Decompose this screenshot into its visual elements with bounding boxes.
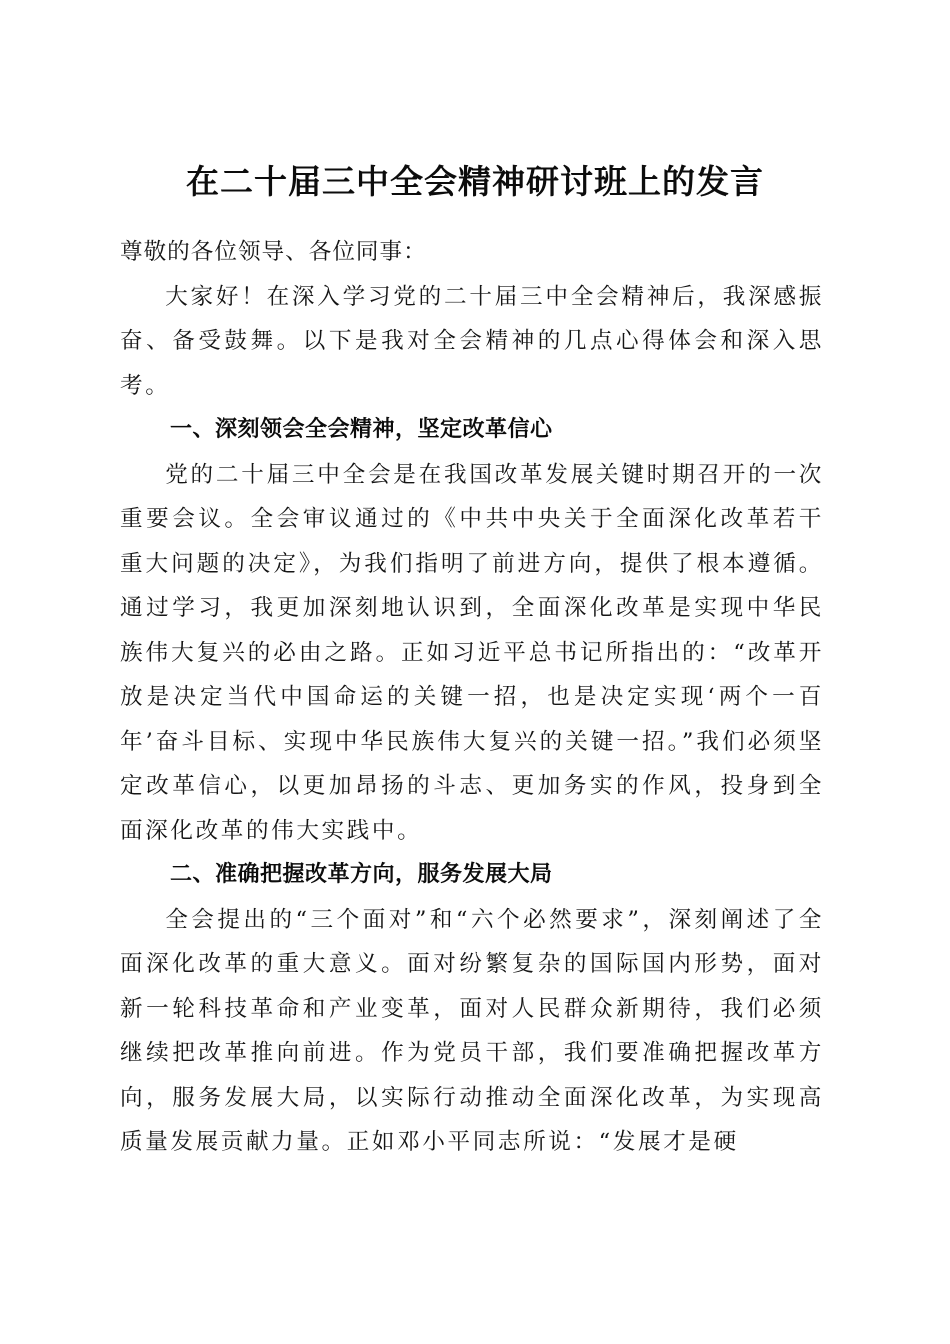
document-body xyxy=(120,230,824,1165)
section-heading-1: 一、深刻领会全会精神，坚定改革信心 xyxy=(170,417,553,442)
intro-paragraph: 大家好！在深入学习党的二十届三中全会精神后，我深感振奋、备受鼓舞。以下是我对全会精神的几点心得体会和深入思考。 xyxy=(120,283,824,399)
section-paragraph-2: 全会提出的“三个面对”和“六个必然要求”，深刻阐述了全面深化改革的重大意义。面对纷繁复杂的国际国内形势，面对新一轮科技革命和产业变革，面对人民群众新期待，我们必须继续把改革推向前进。作为党员干部，我们要准确把握改革方向，服务发展大局，以实际行动推动全面深化改革，为实现高质量发展贡献力量。正如邓小平同志所说：“发展才是硬 xyxy=(120,906,824,1155)
greeting: 尊敬的各位领导、各位同事： xyxy=(120,239,427,265)
section-heading-2: 二、准确把握改革方向，服务发展大局 xyxy=(170,862,553,887)
document-title: 在二十届三中全会精神研讨班上的发言 xyxy=(186,162,764,202)
section-paragraph-1: 党的二十届三中全会是在我国改革发展关键时期召开的一次重要会议。全会审议通过的《中共中央关于全面深化改革若干重大问题的决定》，为我们指明了前进方向，提供了根本遵循。通过学习，我更加深刻地认识到，全面深化改革是实现中华民族伟大复兴的必由之路。正如习近平总书记所指出的：“改革开放是决定当代中国命运的关键一招，也是决定实现‘两个一百年’奋斗目标、实现中华民族伟大复兴的关键一招。”我们必须坚定改革信心，以更加昂扬的斗志、更加务实的作风，投身到全面深化改革的伟大实践中。 xyxy=(120,461,824,844)
